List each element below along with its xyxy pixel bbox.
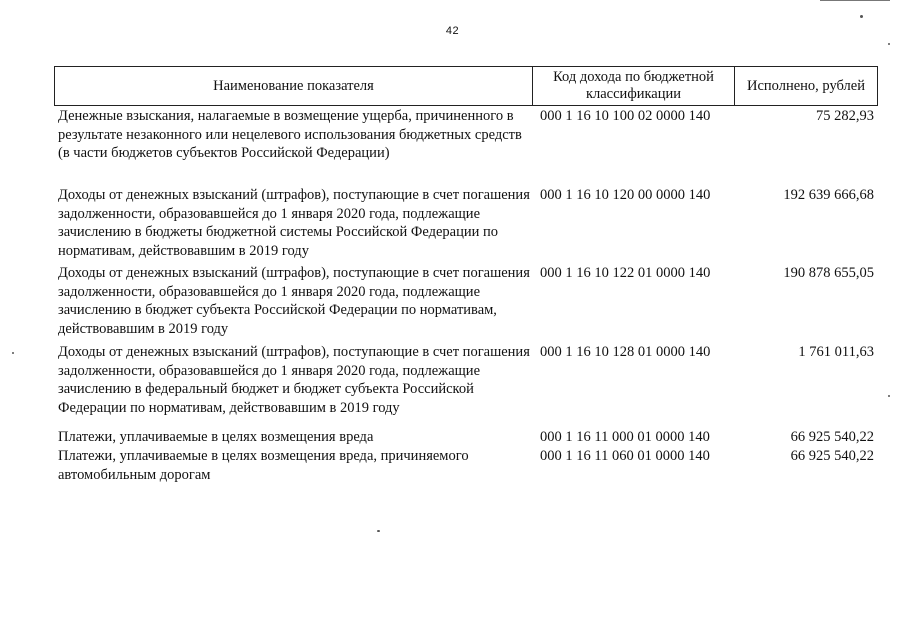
row-code: 000 1 16 11 060 01 0000 140: [540, 448, 710, 464]
row-code: 000 1 16 11 000 01 0000 140: [540, 429, 710, 445]
row-name: Доходы от денежных взысканий (штрафов), поступающие в счет погашения задолженности, образовавшейся до 1 января 2020 года, подлежащие зачислению в бюджеты бюджетной системы Российской Федерации по нормативам, действовавшим в 2019 году: [58, 187, 530, 259]
row-amount: 190 878 655,05: [783, 265, 874, 281]
row-name: Доходы от денежных взысканий (штрафов), поступающие в счет погашения задолженности, образовавшейся до 1 января 2020 года, подлежащие зачислению в федеральный бюджет и бюджет субъекта Российской Федерации по нормативам, действовавшим в 2019 году: [58, 344, 530, 416]
row-name: Платежи, уплачиваемые в целях возмещения вреда: [58, 429, 374, 445]
row-amount: 75 282,93: [816, 108, 874, 124]
row-name: Платежи, уплачиваемые в целях возмещения вреда, причиняемого автомобильным дорогам: [58, 448, 469, 483]
row-code: 000 1 16 10 100 02 0000 140: [540, 108, 711, 124]
row-code: 000 1 16 10 128 01 0000 140: [540, 344, 711, 360]
scan-edge-line: [820, 0, 890, 1]
scan-speck: [888, 43, 890, 45]
header-code: Код дохода по бюджетной классификации: [533, 67, 735, 105]
table-header: [54, 66, 878, 106]
table-body: [54, 107, 878, 487]
row-code: 000 1 16 10 120 00 0000 140: [540, 187, 711, 203]
row-name: Денежные взыскания, налагаемые в возмещение ущерба, причиненного в результате незаконного или нецелевого использования бюджетных средств (в части бюджетов субъектов Российской Федерации): [58, 108, 522, 161]
header-amount: Исполнено, рублей: [747, 77, 865, 94]
table-row: [54, 264, 878, 343]
row-amount: 192 639 666,68: [783, 187, 874, 203]
row-amount: 66 925 540,22: [790, 429, 874, 445]
scan-speck: [860, 15, 863, 18]
row-amount: 1 761 011,63: [798, 344, 874, 360]
page-number: 42: [445, 25, 460, 37]
row-amount: 66 925 540,22: [790, 448, 874, 464]
row-code: 000 1 16 10 122 01 0000 140: [540, 265, 711, 281]
table-row: [54, 186, 878, 264]
scan-speck: [377, 530, 380, 532]
row-name: Доходы от денежных взысканий (штрафов), поступающие в счет погашения задолженности, образовавшейся до 1 января 2020 года, подлежащие зачислению в бюджет субъекта Российской Федерации по нормативам, действовавшим в 2019 году: [58, 265, 530, 337]
header-name: Наименование показателя: [55, 67, 533, 105]
table-row: [54, 107, 878, 186]
table-row: [54, 343, 878, 428]
scan-speck: [12, 352, 14, 354]
table-row: [54, 447, 878, 487]
table-row: [54, 428, 878, 447]
scan-speck: [888, 395, 890, 397]
